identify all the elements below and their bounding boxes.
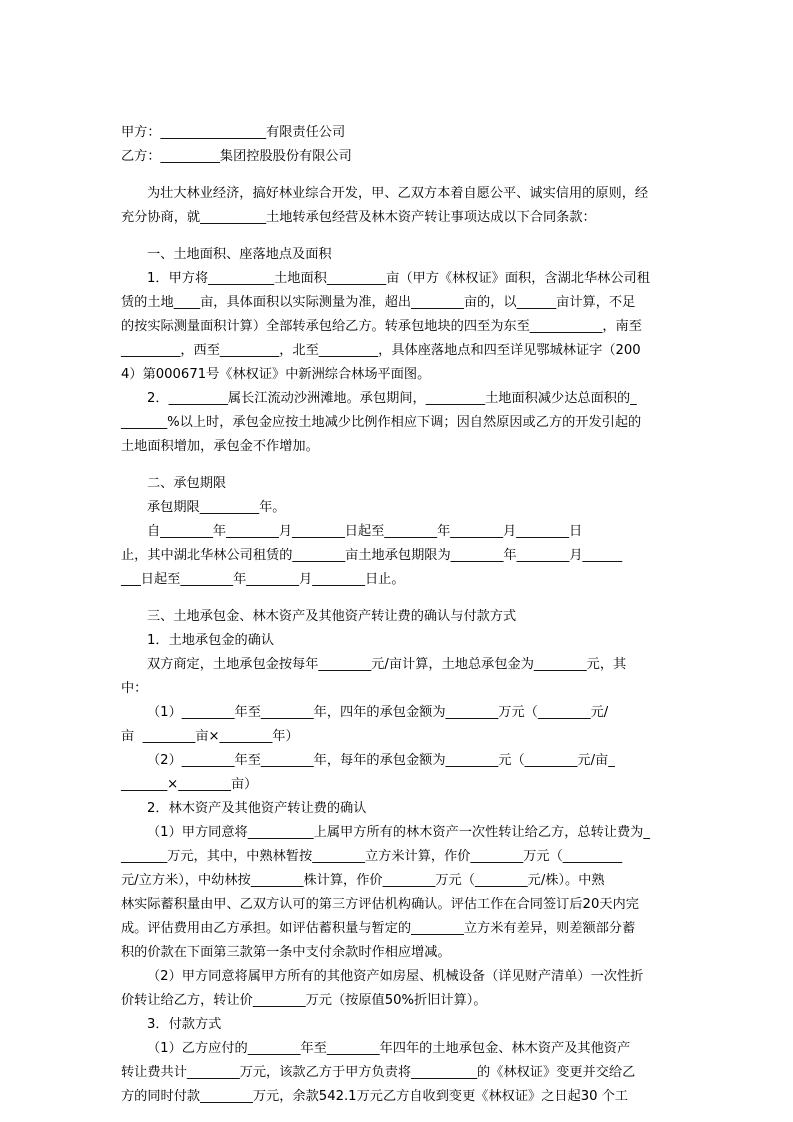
section3-line: 双方商定，土地承包金按每年________元/亩计算，土地总承包金为________元，其 (147, 657, 627, 672)
section3-line: _______×________亩） (121, 777, 258, 792)
section3-line: （1）乙方应付的________年至________年四年的土地承包金、林木资产及其他资产 (147, 1041, 631, 1056)
party-b-line: 乙方：_________集团控股股份有限公司 (121, 149, 352, 164)
section3-line: 林实际蓄积量由甲、乙双方认可的第三方评估机构确认。评估工作在合同签订后20天内完 (121, 897, 639, 912)
section1-line: _________，西至_________，北至_________，具体座落地点和四至详见鄂城林证字（200 (121, 343, 641, 358)
section1-line: 的按实际测量面积计算）全部转承包给乙方。转承包地块的四至为东至___________，南至 (121, 319, 642, 334)
section3-line: 方的同时付款________万元，余款542.1万元乙方自收到变更《林权证》之日起30 个工 (121, 1089, 629, 1104)
section3-line: 元/立方米），中幼林按________株计算，作价________万元（________元/株）。中熟 (121, 873, 605, 888)
section2-title: 二、承包期限 (147, 476, 227, 491)
section2-line: 止，其中湖北华林公司租赁的________亩土地承包期限为________年________月______ (121, 548, 623, 563)
section1-line: _______%以上时，承包金应按土地减少比例作相应下调；因自然原因或乙方的开发引起的 (121, 415, 642, 430)
section3-line: （1）甲方同意将__________上属甲方所有的林木资产一次性转让给乙方，总转让费为_ (147, 825, 650, 840)
preamble-line: 为壮大林业经济，搞好林业综合开发，甲、乙双方本着自愿公平、诚实信用的原则，经 (147, 186, 649, 201)
section3-line: _______万元，其中，中熟林暂按________立方米计算，作价________万元（_________ (121, 849, 623, 864)
section3-line: 中： (121, 681, 148, 696)
section3-line: 转让费共计________万元，该款乙方于甲方负责将__________的《林权证》变更并交给乙 (121, 1065, 636, 1080)
section3-line: 价转让给乙方，转让价________万元（按原值50%折旧计算）。 (121, 993, 487, 1008)
party-a-line: 甲方：________________有限责任公司 (121, 125, 346, 140)
section3-title: 三、土地承包金、林木资产及其他资产转让费的确认与付款方式 (147, 609, 517, 624)
section1-line: 土地面积增加，承包金不作增加。 (121, 439, 319, 454)
section2-line: 承包期限_________年。 (147, 500, 286, 515)
section1-line: 赁的土地____亩，具体面积以实际测量为准，超出________亩的，以______亩计算，不足 (121, 295, 636, 310)
section3-line: （1）________年至________年，四年的承包金额为________万元（________元/ (147, 705, 609, 720)
preamble-line: 充分协商，就__________土地转承包经营及林木资产转让事项达成以下合同条款： (121, 210, 596, 225)
section1-line: 1．甲方将__________土地面积_________亩（甲方《林权证》面积，含湖北华林公司租 (147, 271, 650, 286)
section2-line: 自________年________月________日起至________年________月________日 (147, 524, 583, 539)
section1-title: 一、土地面积、座落地点及面积 (147, 247, 332, 262)
section3-sub3-title: 3．付款方式 (147, 1017, 222, 1032)
section3-line: （2）甲方同意将属甲方所有的其他资产如房屋、机械设备（详见财产清单）一次性折 (147, 969, 644, 984)
section3-sub2-title: 2．林木资产及其他资产转让费的确认 (147, 801, 367, 816)
section3-line: （2）________年至________年，每年的承包金额为________元（________元/亩_ (147, 753, 615, 768)
section3-line: 亩 ________亩×________年） (121, 729, 299, 744)
section1-line: 4）第000671号《林权证》中新洲综合林场平面图。 (121, 367, 431, 382)
section3-line: 积的价款在下面第三款第一条中支付余款时作相应增减。 (121, 945, 451, 960)
section3-line: 成。评估费用由乙方承担。如评估蓄积量与暂定的________立方米有差异，则差额部分蓄 (121, 921, 636, 936)
section3-sub1-title: 1．土地承包金的确认 (147, 633, 275, 648)
section2-line: ___日起至________年________月________日止。 (121, 572, 405, 587)
section1-line: 2．_________属长江流动沙洲滩地。承包期间，_________土地面积减少达总面积的_ (147, 391, 637, 406)
